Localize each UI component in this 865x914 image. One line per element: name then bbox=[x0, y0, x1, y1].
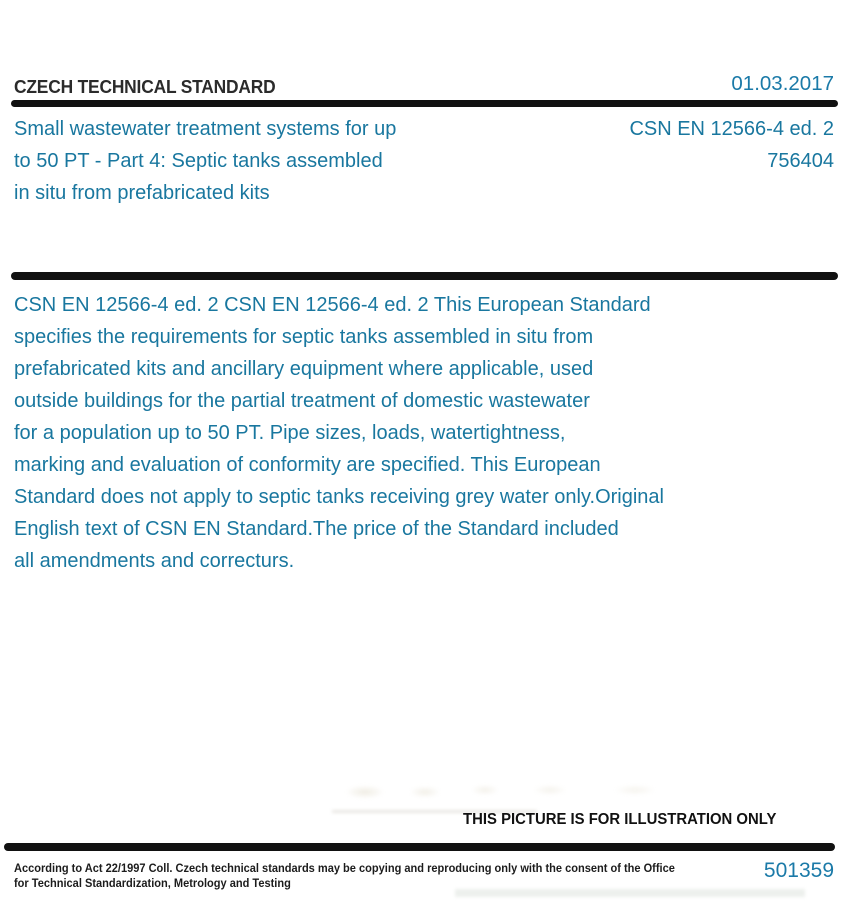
abstract-line: English text of CSN EN Standard.The price of the Standard included bbox=[14, 518, 619, 540]
page-title: CZECH TECHNICAL STANDARD bbox=[14, 76, 276, 97]
abstract-line: prefabricated kits and ancillary equipment where applicable, used bbox=[14, 358, 594, 380]
footer-divider bbox=[4, 843, 835, 851]
abstract-line: marking and evaluation of conformity are specified. This European bbox=[14, 454, 601, 476]
catalog-number: 501359 bbox=[763, 859, 834, 882]
illustration-only-note: THIS PICTURE IS FOR ILLUSTRATION ONLY bbox=[462, 811, 776, 828]
footer-legal-line: for Technical Standardization, Metrology and Testing bbox=[14, 878, 291, 890]
abstract-line: outside buildings for the partial treatment of domestic wastewater bbox=[14, 390, 590, 412]
footer-legal-line: According to Act 22/1997 Coll. Czech technical standards may be copying and reproducing only with the consent of the Office bbox=[14, 863, 675, 875]
watermark-ghost bbox=[335, 780, 715, 804]
standard-class-number: 756404 bbox=[767, 150, 834, 172]
footer-legal-notice bbox=[14, 862, 675, 892]
abstract-line: specifies the requirements for septic tanks assembled in situ from bbox=[14, 326, 594, 348]
standard-title-line: Small wastewater treatment systems for up bbox=[14, 118, 397, 140]
abstract-line: Standard does not apply to septic tanks receiving grey water only.Original bbox=[14, 486, 664, 508]
abstract-line: for a population up to 50 PT. Pipe sizes, loads, watertightness, bbox=[14, 422, 566, 444]
issue-date: 01.03.2017 bbox=[731, 72, 834, 95]
standard-reference bbox=[534, 113, 834, 177]
abstract-line: all amendments and correcturs. bbox=[14, 550, 295, 572]
section-divider bbox=[11, 272, 838, 280]
standard-title-line: to 50 PT - Part 4: Septic tanks assembled bbox=[14, 150, 383, 172]
standard-abstract bbox=[14, 289, 794, 577]
abstract-line: CSN EN 12566-4 ed. 2 CSN EN 12566-4 ed. 2 This European Standard bbox=[14, 294, 651, 316]
header-divider bbox=[11, 100, 838, 107]
standard-designation: CSN EN 12566-4 ed. 2 bbox=[629, 118, 834, 140]
standard-title-line: in situ from prefabricated kits bbox=[14, 182, 270, 204]
standard-title bbox=[14, 113, 484, 209]
